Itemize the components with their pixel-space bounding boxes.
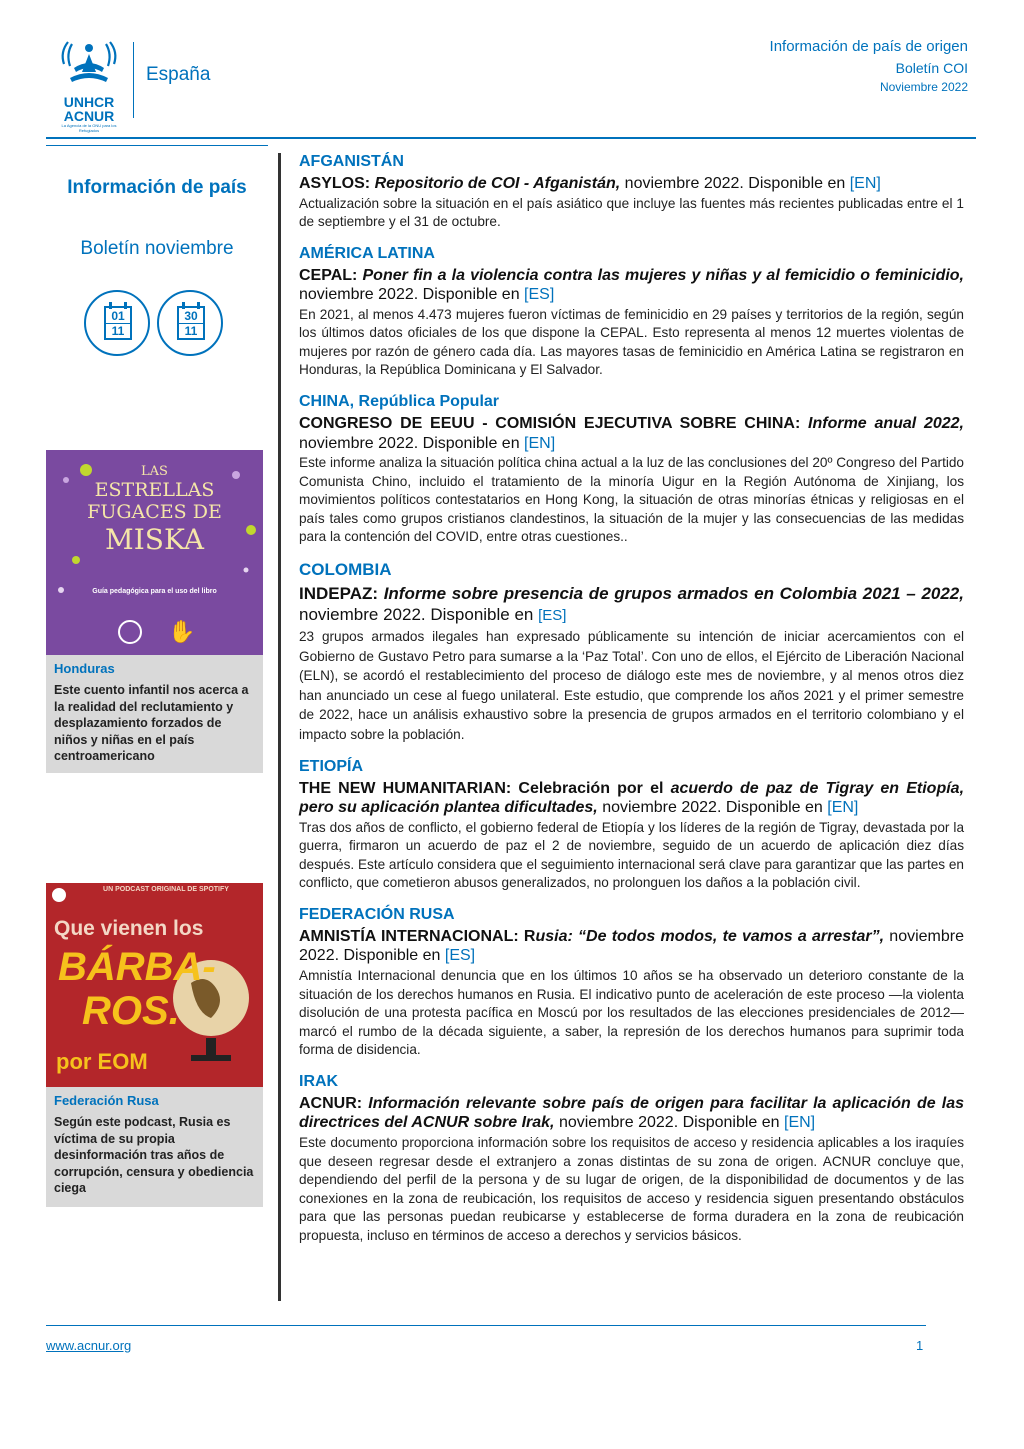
logo-divider — [133, 42, 134, 118]
document-title: acuerdo de paz de Tigray en Etiopía, pero su aplicación plantea dificultades, — [299, 779, 965, 817]
document-title: Informe anual 2022, — [808, 415, 964, 433]
feature-heading: Federación Rusa — [54, 1093, 159, 1108]
unhcr-emblem-icon — [56, 34, 122, 90]
document-date: noviembre 2022. Disponible en — [602, 799, 823, 817]
section-etiopia — [299, 758, 964, 893]
feature-body: Según este podcast, Rusia es víctima de su propia desinformación tras años de corrupción, censura y obediencia ciega — [54, 1115, 254, 1195]
section-irak — [299, 1073, 964, 1246]
calendar-month: 11 — [184, 324, 198, 338]
spotify-icon — [52, 888, 66, 902]
feature-body: Este cuento infantil nos acerca a la realidad del reclutamiento y desplazamiento forzados de niños y niñas en el país centroamericano — [54, 683, 249, 763]
language-link[interactable]: [EN] — [524, 434, 556, 452]
section-description: Este informe analiza la situación política china actual a la luz de las conclusiones del 20º Congreso del Partido Comunista Chino, incluido el tratamiento de la minoría Uigur en la Región Autónoma de Xinjiang, los movimientos políticos contestatarios en Hong Kong, la situación de otras minorías étnicas y religiosas en el país tales como grupos cristianos clandestinos, la situación de la mujer y las consecuencias de las medidas para la contención del COVID, entre otras cuestiones.. — [299, 455, 964, 545]
podcast-author: por EOM — [56, 1049, 148, 1074]
calendar-start-icon — [84, 290, 150, 356]
page-number: 1 — [916, 1338, 924, 1353]
source-name: INDEPAZ: — [299, 584, 379, 604]
calendar-day: 30 — [179, 309, 203, 324]
header-rule — [46, 137, 976, 139]
footer-rule — [46, 1325, 926, 1326]
section-country: FEDERACIÓN RUSA — [299, 905, 455, 923]
document-date: noviembre 2022. Disponible en — [299, 286, 520, 304]
footer-website-link[interactable]: www.acnur.org — [46, 1338, 132, 1353]
section-country: ETIOPÍA — [299, 757, 364, 775]
podcast-tagline: UN PODCAST ORIGINAL DE SPOTIFY — [103, 886, 229, 893]
header-doc-type: Información de país de origen — [769, 38, 968, 55]
section-country: CHINA, República Popular — [299, 393, 500, 411]
section-reference — [299, 779, 964, 818]
feature-caption-honduras — [46, 655, 263, 773]
main-content — [299, 153, 964, 1259]
document-date: noviembre 2022. Disponible en — [558, 1114, 780, 1132]
calendar-month: 11 — [111, 324, 125, 338]
podcast-cover-image[interactable] — [46, 883, 263, 1087]
section-afganistan — [299, 153, 964, 232]
source-name: ACNUR: — [299, 1094, 363, 1112]
source-name: THE NEW HUMANITARIAN: Celebración por el — [299, 779, 664, 797]
source-name: CONGRESO DE EEUU - COMISIÓN EJECUTIVA SOBRE CHINA: — [299, 415, 801, 433]
calendar-end-icon — [157, 290, 223, 356]
section-description: Tras dos años de conflicto, el gobierno federal de Etiopía y los líderes de la región de Tigray, devastada por la guerra, firmaron un acuerdo de paz el 2 de noviembre, seguido de un acuerdo de aplicación diez días después. Este artículo considera que el seguimiento internacional será clave para garantizar que las partes en conflicto, que cometieron abusos generalizados, no prolonguen los daños a la población civil. — [299, 819, 964, 891]
column-divider — [278, 153, 281, 1301]
section-country: COLOMBIA — [299, 560, 392, 580]
sidebar-rule — [46, 145, 268, 146]
section-reference — [299, 583, 964, 626]
sidebar-subtitle: Boletín noviembre — [80, 238, 234, 259]
cover-title-line1: LAS — [141, 464, 168, 479]
source-name: ASYLOS: — [299, 175, 371, 192]
section-description: Actualización sobre la situación en el país asiático que incluye las fuentes más recientes publicadas entre el 1 de septiembre y el 31 de octubre. — [299, 195, 964, 230]
cover-title-line3: FUGACES DE — [87, 501, 222, 523]
document-title: Información relevante sobre país de origen para facilitar la aplicación de las directrices del ACNUR sobre Irak, — [299, 1094, 964, 1132]
document-title: usia: “De todos modos, te vamos a arrestar”, — [535, 927, 885, 945]
document-date: noviembre 2022. Disponible en — [624, 175, 846, 192]
section-federacion-rusa — [299, 906, 964, 1060]
unhcr-logo — [56, 34, 122, 133]
feature-caption-rusia — [46, 1087, 263, 1207]
document-date: noviembre 2022. Disponible en — [299, 927, 964, 965]
cover-title-line4: MISKA — [105, 523, 204, 556]
section-description: 23 grupos armados ilegales han expresado públicamente su intención de iniciar acercamientos con el Gobierno de Gustavo Petro para sumarse a la ‘Paz Total’. Con uno de ellos, el Ejército de Liberación Nacional (ELN), se acordó el restablecimiento del proceso de diálogo este mes de noviembre, y al menos otros diez han anunciado un cese al fuego unilateral. Este estudio, que comprende los años 2021 y el primer semestre de 2022, hace un análisis exhaustivo sobre la presencia de grupos armados en el territorio colombiano y el impacto sobre la población. — [299, 629, 964, 742]
podcast-title-line2: BÁRBA- — [58, 945, 216, 989]
language-link[interactable]: [EN] — [784, 1114, 816, 1132]
document-date: noviembre 2022. Disponible en — [299, 434, 520, 452]
document-title: Poner fin a la violencia contra las mujeres y niñas y al femicidio o feminicidio, — [362, 266, 965, 284]
logo-acnur-text: ACNUR — [63, 108, 115, 124]
logo-tagline: La Agencia de la ONU para los Refugiados — [61, 123, 117, 133]
source-name: AMNISTÍA INTERNACIONAL: R — [299, 927, 536, 945]
language-link[interactable]: [ES] — [524, 286, 555, 304]
language-link[interactable]: [ES] — [538, 607, 567, 625]
podcast-title-line3: ROS. — [82, 989, 180, 1033]
header-bulletin: Boletín COI — [895, 60, 968, 76]
language-link[interactable]: [EN] — [827, 799, 859, 817]
section-description: Amnistía Internacional denuncia que en los últimos 10 años se ha observado un deterioro constante de la situación de los derechos humanos en Rusia. El indicativo punto de aceleración de este proceso —la violenta disolución de una protesta pacífica en Moscú por los resultados de las elecciones presidenciales de 2012— marcó el rumbo de la década siguiente, a saber, la represión de los derechos humanos para suprimir toda forma de disidencia. — [299, 967, 964, 1058]
section-description: En 2021, al menos 4.473 mujeres fueron víctimas de feminicidio en 29 países y territorios de la región, según los últimos datos oficiales de los que dispone la CEPAL. Esto representa al menos 12 muertes violentas de mujeres por razón de género cada día. Las mayores tasas de feminicidio en América Latina se registraron en Honduras, la República Dominicana y El Salvador. — [299, 306, 964, 378]
section-reference — [299, 266, 964, 305]
section-country: AFGANISTÁN — [299, 153, 404, 170]
section-america-latina — [299, 245, 964, 380]
document-date: noviembre 2022. Disponible en — [299, 605, 534, 625]
sidebar-title: Información de país — [67, 177, 247, 198]
section-china — [299, 393, 964, 547]
calendar-day: 01 — [106, 309, 130, 324]
feature-heading: Honduras — [54, 661, 115, 676]
calendar-page — [177, 306, 205, 340]
podcast-title-line1: Que vienen los — [54, 917, 204, 940]
section-country: IRAK — [299, 1072, 339, 1090]
logo-unhcr-text: UNHCR — [63, 94, 115, 110]
section-country: AMÉRICA LATINA — [299, 244, 435, 262]
section-colombia — [299, 560, 964, 745]
language-link[interactable]: [ES] — [444, 947, 476, 965]
document-title: Informe sobre presencia de grupos armados en Colombia 2021 – 2022, — [383, 584, 964, 604]
document-title: Repositorio de COI - Afganistán, — [374, 175, 621, 192]
unhcr-small-logo-icon — [118, 620, 142, 644]
cover-title-line2: ESTRELLAS — [94, 479, 215, 501]
section-description: Este documento proporciona información sobre los requisitos de acceso y residencia aplicables a los iraquíes que deseen regresar desde el extranjero a zonas distintas de su zona de origen. ACNUR concluye que, dependiendo del perfil de la persona y de su lugar de origen, de la disponibilidad de documentos y de las conexiones en la zona de reubicación, los requisitos de acceso y residencia siguen presentando obstáculos para que las personas puedan reubicarse y establecerse de forma duradera en la zona de reubicación propuesta, incluso en términos de acceso a derechos y servicios básicos. — [299, 1134, 964, 1243]
header-date: Noviembre 2022 — [879, 80, 968, 94]
country-name: España — [146, 64, 211, 85]
language-link[interactable]: [EN] — [849, 175, 881, 192]
section-reference — [299, 174, 964, 194]
section-reference — [299, 414, 964, 453]
source-name: CEPAL: — [299, 266, 358, 284]
hand-icon: ✋ — [168, 619, 196, 644]
book-cover-image[interactable] — [46, 450, 263, 655]
calendar-page — [104, 306, 132, 340]
section-reference — [299, 1094, 964, 1133]
section-reference — [299, 927, 964, 966]
cover-subtitle: Guía pedagógica para el uso del libro — [92, 588, 217, 595]
